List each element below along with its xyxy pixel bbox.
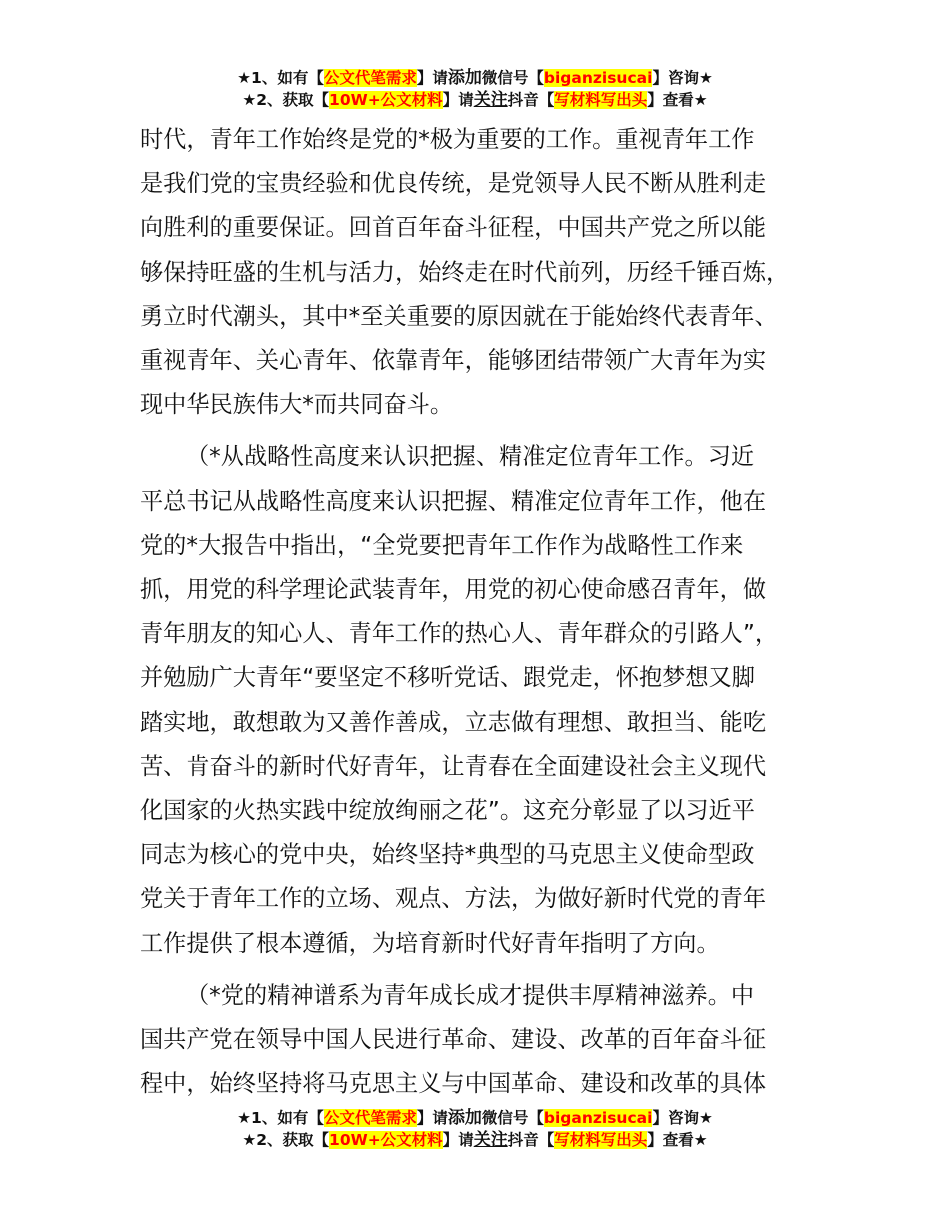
text-line: 时代，青年工作始终是党的*极为重要的工作。重视青年工作 [140, 126, 755, 153]
paragraph-3 [140, 974, 840, 1107]
text-line: 向胜利的重要保证。回首百年奋斗征程，中国共产党之所以能 [140, 214, 767, 242]
banner-highlight: 公文代笔需求 [323, 1109, 417, 1127]
banner-wechat-id: biganzisucai [543, 69, 653, 87]
text-line: （*从战略性高度来认识把握、精准定位青年工作。习近 [186, 443, 755, 471]
text-line: 党关于青年工作的立场、观点、方法，为做好新时代党的青年 [140, 885, 767, 913]
banner-highlight: 10W+公文材料 [329, 91, 443, 109]
paragraph-1 [140, 118, 840, 427]
text-line: 苦、肯奋斗的新时代好青年，让青春在全面建设社会主义现代 [140, 752, 767, 780]
document-body [140, 118, 840, 1106]
footer-banner [0, 1107, 950, 1151]
text-line: 青年朋友的知心人、青年工作的热心人、青年群众的引路人”， [140, 620, 779, 648]
banner-line-1: ★1、如有【公文代笔需求】请添加微信号【biganzisucai】咨询★ [237, 68, 713, 88]
header-banner [0, 67, 950, 111]
text-line: 国共产党在领导中国人民进行革命、建设、改革的百年奋斗征 [140, 1026, 767, 1054]
text-line: 并勉励广大青年“要坚定不移听党话、跟党走，怀抱梦想又脚 [140, 664, 755, 692]
text-line: 化国家的火热实践中绽放绚丽之花”。这充分彰显了以习近平 [140, 797, 755, 825]
banner-wechat-id: biganzisucai [543, 1109, 653, 1127]
text-line: 现中华民族伟大*而共同奋斗。 [140, 391, 454, 419]
banner-line-2: ★2、获取【10W+公文材料】请关注抖音【写材料写出头】查看★ [242, 90, 708, 110]
banner-line-1: ★1、如有【公文代笔需求】请添加微信号【biganzisucai】咨询★ [237, 1108, 713, 1128]
text-line: 工作提供了根本遵循，为培育新时代好青年指明了方向。 [140, 929, 720, 957]
paragraph-2 [140, 435, 840, 965]
text-line: 是我们党的宝贵经验和优良传统，是党领导人民不断从胜利走 [140, 170, 767, 198]
text-line: 够保持旺盛的生机与活力，始终走在时代前列，历经千锤百炼， [140, 258, 790, 286]
text-line: 平总书记从战略性高度来认识把握、精准定位青年工作，他在 [140, 487, 767, 515]
text-line: 党的*大报告中指出，“全党要把青年工作作为战略性工作来 [140, 531, 744, 559]
banner-douyin-id: 写材料写出头 [554, 91, 648, 109]
text-line: （*党的精神谱系为青年成长成才提供丰厚精神滋养。中 [186, 981, 755, 1009]
text-line: 重视青年、关心青年、依靠青年，能够团结带领广大青年为实 [140, 347, 767, 375]
text-line: 踏实地，敢想敢为又善作善成，立志做有理想、敢担当、能吃 [140, 708, 767, 736]
text-line: 抓，用党的科学理论武装青年，用党的初心使命感召青年，做 [140, 576, 767, 604]
banner-highlight: 公文代笔需求 [323, 69, 417, 87]
banner-line-2: ★2、获取【10W+公文材料】请关注抖音【写材料写出头】查看★ [242, 1130, 708, 1150]
text-line: 同志为核心的党中央，始终坚持*典型的马克思主义使命型政 [140, 841, 755, 869]
banner-highlight: 10W+公文材料 [329, 1131, 443, 1149]
text-line: 勇立时代潮头，其中*至关重要的原因就在于能始终代表青年、 [140, 302, 778, 330]
banner-douyin-id: 写材料写出头 [554, 1131, 648, 1149]
text-line: 程中，始终坚持将马克思主义与中国革命、建设和改革的具体 [140, 1070, 767, 1098]
